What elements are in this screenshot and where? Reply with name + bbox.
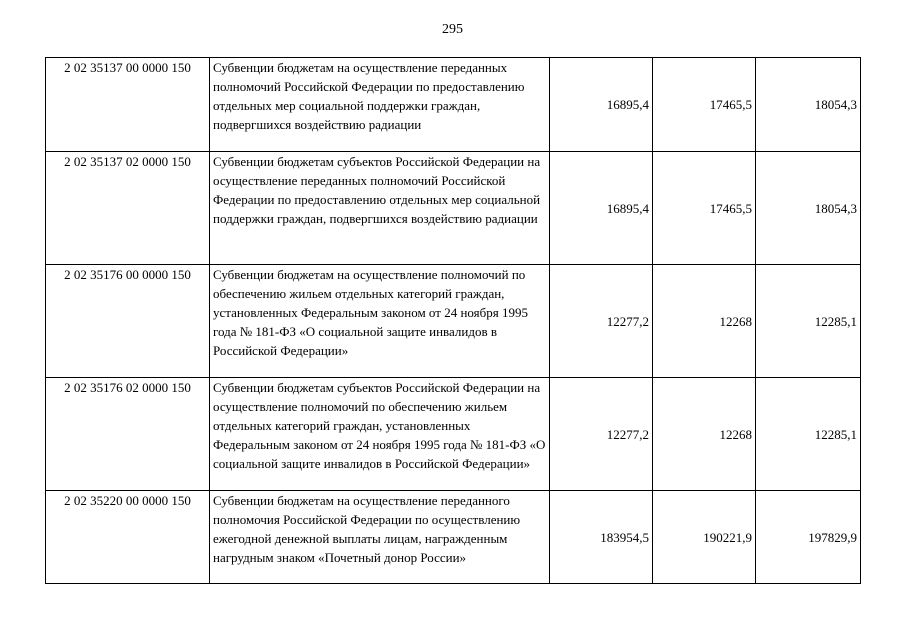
amount-year-3: 18054,3 (756, 152, 861, 265)
budget-description: Субвенции бюджетам субъектов Российской Федерации на осуществление полномочий по обеспечению жильем отдельных категорий граждан, установленных Федеральным законом от 24 ноября 1995 года № 181-ФЗ «О социальной защите инвалидов в Российской Федерации» (210, 378, 550, 491)
table-row (46, 152, 861, 265)
amount-year-1: 16895,4 (550, 152, 653, 265)
budget-description: Субвенции бюджетам на осуществление переданного полномочия Российской Федерации по осуществлению ежегодной денежной выплаты лицам, награжденным нагрудным знаком «Почетный донор России» (210, 491, 550, 584)
amount-year-1: 12277,2 (550, 378, 653, 491)
amount-year-2: 17465,5 (653, 58, 756, 152)
budget-code: 2 02 35220 00 0000 150 (46, 491, 210, 584)
amount-year-2: 17465,5 (653, 152, 756, 265)
amount-year-1: 12277,2 (550, 265, 653, 378)
budget-code: 2 02 35137 00 0000 150 (46, 58, 210, 152)
amount-year-1: 183954,5 (550, 491, 653, 584)
budget-description: Субвенции бюджетам субъектов Российской Федерации на осуществление переданных полномочий Российской Федерации по предоставлению отдельных мер социальной поддержки граждан, подвергшихся воздействию радиации (210, 152, 550, 265)
budget-code: 2 02 35176 02 0000 150 (46, 378, 210, 491)
budget-description: Субвенции бюджетам на осуществление переданных полномочий Российской Федерации по предоставлению отдельных мер социальной поддержки граждан, подвергшихся воздействию радиации (210, 58, 550, 152)
amount-year-2: 12268 (653, 378, 756, 491)
table-row (46, 58, 861, 152)
amount-year-2: 190221,9 (653, 491, 756, 584)
budget-code: 2 02 35137 02 0000 150 (46, 152, 210, 265)
amount-year-3: 12285,1 (756, 265, 861, 378)
amount-year-2: 12268 (653, 265, 756, 378)
amount-year-1: 16895,4 (550, 58, 653, 152)
budget-code: 2 02 35176 00 0000 150 (46, 265, 210, 378)
table-row (46, 378, 861, 491)
amount-year-3: 197829,9 (756, 491, 861, 584)
page-number: 295 (442, 22, 463, 37)
budget-description: Субвенции бюджетам на осуществление полномочий по обеспечению жильем отдельных категорий граждан, установленных Федеральным законом от 24 ноября 1995 года № 181-ФЗ «О социальной защите инвалидов в Российской Федерации» (210, 265, 550, 378)
table-row (46, 265, 861, 378)
budget-table (45, 57, 861, 584)
amount-year-3: 18054,3 (756, 58, 861, 152)
amount-year-3: 12285,1 (756, 378, 861, 491)
table-row (46, 491, 861, 584)
